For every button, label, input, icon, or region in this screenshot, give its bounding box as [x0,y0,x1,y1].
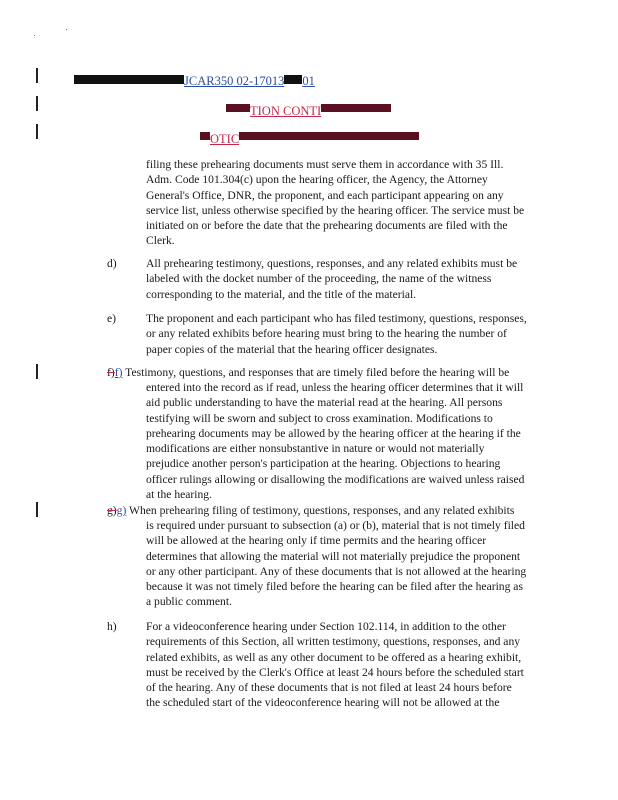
intro-paragraph [146,157,546,249]
item-d-label: d) [107,257,117,270]
docket-suffix: 01 [302,74,315,88]
text-line: Testimony, questions, and responses that are timely filed before the hearing will be [125,366,510,379]
scan-speck [34,35,35,36]
text-line: paper copies of the material that the hearing officer designates. [146,342,438,356]
redacted-block [74,75,184,84]
item-g-text [146,518,546,610]
text-line: labeled with the docket number of the proceeding, the name of the witness [146,272,492,286]
text-line: initiated on or before the date that the prehearing documents are filed with the [146,219,508,233]
text-line: because it was not timely filed before the hearing can be filed after the hearing as [146,580,523,594]
item-g-old-label: g) [107,504,117,517]
text-line: the scheduled start of the videoconference hearing will not be allowed at the [146,696,500,710]
change-bar [36,96,38,111]
item-d-text [146,256,546,302]
item-h-label: h) [107,620,117,633]
change-bar [36,124,38,139]
scan-speck [66,29,67,30]
document-title [226,104,399,119]
text-line: service list, unless otherwise specified by the hearing officer. The service must be [146,203,525,217]
text-line: requirements of this Section, all written testimony, questions, responses, and any [146,635,521,649]
redacted-block [226,104,250,112]
text-line: For a videoconference hearing under Section 102.114, in addition to the other [146,620,506,633]
item-f-new-label: f) [114,366,123,379]
text-line: of the hearing. Any of these documents that is not filed at least 24 hours before [146,681,512,695]
text-line: prehearing documents may be allowed by the hearing officer at the hearing if the [146,426,521,440]
text-line: is required under pursuant to subsection (a) or (b), material that is not timely filed [146,519,525,532]
text-line: determines that allowing the material will not materially prejudice the proponent [146,549,521,563]
item-e-text [146,311,546,357]
text-line: filing these prehearing documents must serve them in accordance with 35 Ill. [146,158,504,171]
title-visible-text: TION CONTI [250,104,322,118]
docket-number: JCAR350 02-17013 [184,74,285,88]
text-line: or any related exhibits before hearing must bring to the hearing the number of [146,327,507,341]
item-g-new-label: g) [116,504,127,517]
text-line: will be allowed at the hearing only if time permits and the hearing officer [146,534,487,548]
text-line: officer rulings allowing or disallowing the modifications are waived unless raised [146,472,525,486]
change-bar [36,68,38,83]
document-subtitle [200,132,439,147]
item-h-text [146,619,546,711]
redacted-block [284,75,302,84]
text-line: prejudice another person's participation at the hearing. Objections to hearing [146,457,501,471]
text-line: a public comment. [146,595,232,609]
text-line: corresponding to the material, and the title of the material. [146,287,417,301]
text-line: modifications are either nonsubstantive in nature or would not materially [146,442,485,456]
item-g-first-line [107,503,547,518]
text-line: entered into the record as if read, unless the hearing officer determines that it will [146,381,524,394]
text-line: All prehearing testimony, questions, responses, and any related exhibits must be [146,257,518,270]
item-e-label: e) [107,312,117,325]
text-line: must be received by the Clerk's Office at least 24 hours before the scheduled start [146,665,524,679]
text-line: When prehearing filing of testimony, questions, responses, and any related exhibits [129,504,515,517]
subtitle-visible-text: OTIC [210,132,240,146]
text-line: Clerk. [146,234,175,248]
text-line: The proponent and each participant who has filed testimony, questions, responses, [146,312,527,325]
redacted-block [321,104,391,112]
text-line: testifying will be sworn and subject to cross examination. Modifications to [146,411,493,425]
text-line: or any other participant. Any of these documents that is not allowed at the hearing [146,564,527,578]
text-line: related exhibits, as well as any other document to be offered as a hearing exhibit, [146,650,522,664]
text-line: General's Office, DNR, the proponent, and each participant appearing on any [146,188,504,202]
docket-header [74,74,315,89]
redacted-block [200,132,210,140]
change-bar [36,364,38,379]
change-bar [36,502,38,517]
item-f-first-line [107,365,547,380]
item-f-old-label: f) [107,366,115,379]
text-line: aid public understanding to have the material read at the hearing. All persons [146,396,503,410]
item-f-text [146,380,546,502]
text-line: Adm. Code 101.304(c) upon the hearing officer, the Agency, the Attorney [146,173,488,187]
redacted-block [239,132,419,140]
text-line: at the hearing. [146,488,212,502]
